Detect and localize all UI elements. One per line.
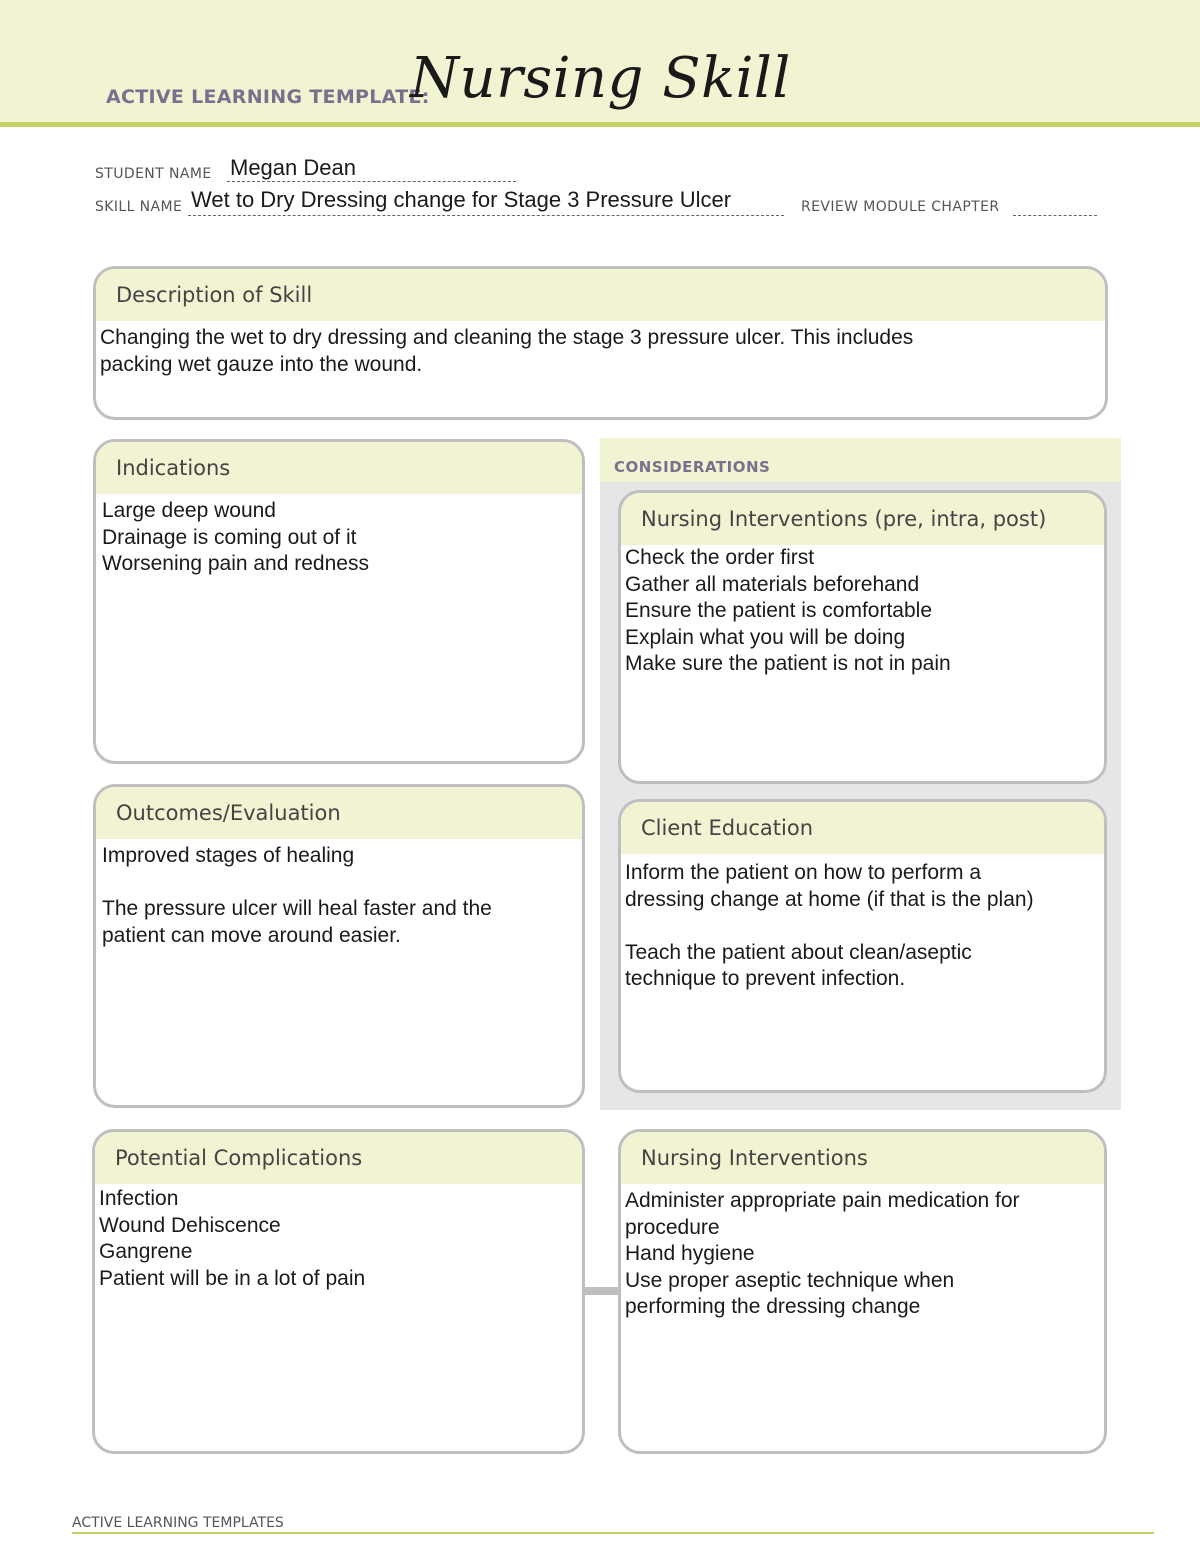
text-line: Inform the patient on how to perform a bbox=[625, 861, 982, 884]
client-education-heading: Client Education bbox=[621, 802, 1104, 854]
page-title: Nursing Skill bbox=[410, 46, 791, 111]
text-line: Use proper aseptic technique when bbox=[625, 1268, 955, 1292]
text-line: Large deep wound bbox=[102, 499, 276, 522]
skill-name-label: SKILL NAME bbox=[95, 199, 183, 215]
text-line: patient can move around easier. bbox=[102, 923, 401, 947]
outcomes-box bbox=[93, 784, 585, 1108]
skill-name-underline bbox=[188, 214, 784, 216]
description-box bbox=[93, 266, 1108, 420]
outcomes-heading: Outcomes/Evaluation bbox=[96, 787, 582, 839]
text-line bbox=[625, 913, 1098, 940]
potential-complications-body[interactable] bbox=[95, 1184, 582, 1292]
nursing-interventions-pip-heading: Nursing Interventions (pre, intra, post) bbox=[621, 493, 1104, 545]
nursing-interventions-body[interactable] bbox=[621, 1184, 1104, 1321]
text-line: The pressure ulcer will heal faster and the bbox=[102, 897, 492, 920]
potential-complications-box bbox=[92, 1129, 585, 1454]
description-heading: Description of Skill bbox=[96, 269, 1105, 321]
review-module-underline bbox=[1013, 214, 1097, 216]
student-name-field[interactable]: Megan Dean bbox=[230, 155, 356, 180]
connector-bar bbox=[583, 1287, 620, 1295]
nursing-interventions-heading: Nursing Interventions bbox=[621, 1132, 1104, 1184]
student-name-label: STUDENT NAME bbox=[95, 166, 212, 182]
text-line: Teach the patient about clean/aseptic bbox=[625, 940, 972, 964]
nursing-interventions-pip-body[interactable] bbox=[621, 545, 1104, 678]
text-line: Improved stages of healing bbox=[102, 844, 355, 867]
indications-heading: Indications bbox=[96, 442, 582, 494]
text-line: Worsening pain and redness bbox=[102, 552, 369, 575]
nursing-interventions-box bbox=[618, 1129, 1107, 1454]
text-line: Wound Dehiscence bbox=[99, 1213, 281, 1237]
header-rule bbox=[0, 122, 1200, 127]
indications-body[interactable] bbox=[96, 494, 582, 578]
template-label: ACTIVE LEARNING TEMPLATE: bbox=[106, 86, 430, 108]
text-line: dressing change at home (if that is the plan) bbox=[625, 887, 1034, 911]
text-line: Hand hygiene bbox=[625, 1242, 755, 1265]
skill-name-field[interactable]: Wet to Dry Dressing change for Stage 3 Pressure Ulcer bbox=[191, 187, 732, 212]
description-body[interactable] bbox=[96, 321, 1105, 378]
text-line: Infection bbox=[99, 1187, 179, 1210]
text-line: Ensure the patient is comfortable bbox=[625, 599, 933, 622]
review-module-label: REVIEW MODULE CHAPTER bbox=[801, 199, 1000, 215]
potential-complications-heading: Potential Complications bbox=[95, 1132, 582, 1184]
text-line: Check the order first bbox=[625, 546, 815, 569]
text-line bbox=[102, 870, 576, 897]
text-line: Changing the wet to dry dressing and cleaning the stage 3 pressure ulcer. This includes bbox=[100, 326, 914, 349]
footer-rule bbox=[72, 1532, 1154, 1534]
indications-box bbox=[93, 439, 585, 764]
footer-text: ACTIVE LEARNING TEMPLATES bbox=[72, 1515, 284, 1531]
client-education-body[interactable] bbox=[621, 854, 1104, 993]
text-line: Patient will be in a lot of pain bbox=[99, 1266, 366, 1290]
outcomes-body[interactable] bbox=[96, 839, 582, 949]
text-line: Drainage is coming out of it bbox=[102, 525, 357, 549]
text-line: Explain what you will be doing bbox=[625, 625, 906, 649]
text-line: Administer appropriate pain medication for bbox=[625, 1189, 1020, 1212]
text-line: procedure bbox=[625, 1215, 720, 1239]
text-line: performing the dressing change bbox=[625, 1295, 921, 1318]
considerations-label: CONSIDERATIONS bbox=[614, 458, 771, 476]
text-line: Gather all materials beforehand bbox=[625, 572, 920, 596]
nursing-interventions-pip-box bbox=[618, 490, 1107, 784]
client-education-box bbox=[618, 799, 1107, 1093]
text-line: packing wet gauze into the wound. bbox=[100, 352, 423, 376]
text-line: technique to prevent infection. bbox=[625, 967, 906, 990]
text-line: Make sure the patient is not in pain bbox=[625, 652, 951, 675]
text-line: Gangrene bbox=[99, 1240, 193, 1263]
